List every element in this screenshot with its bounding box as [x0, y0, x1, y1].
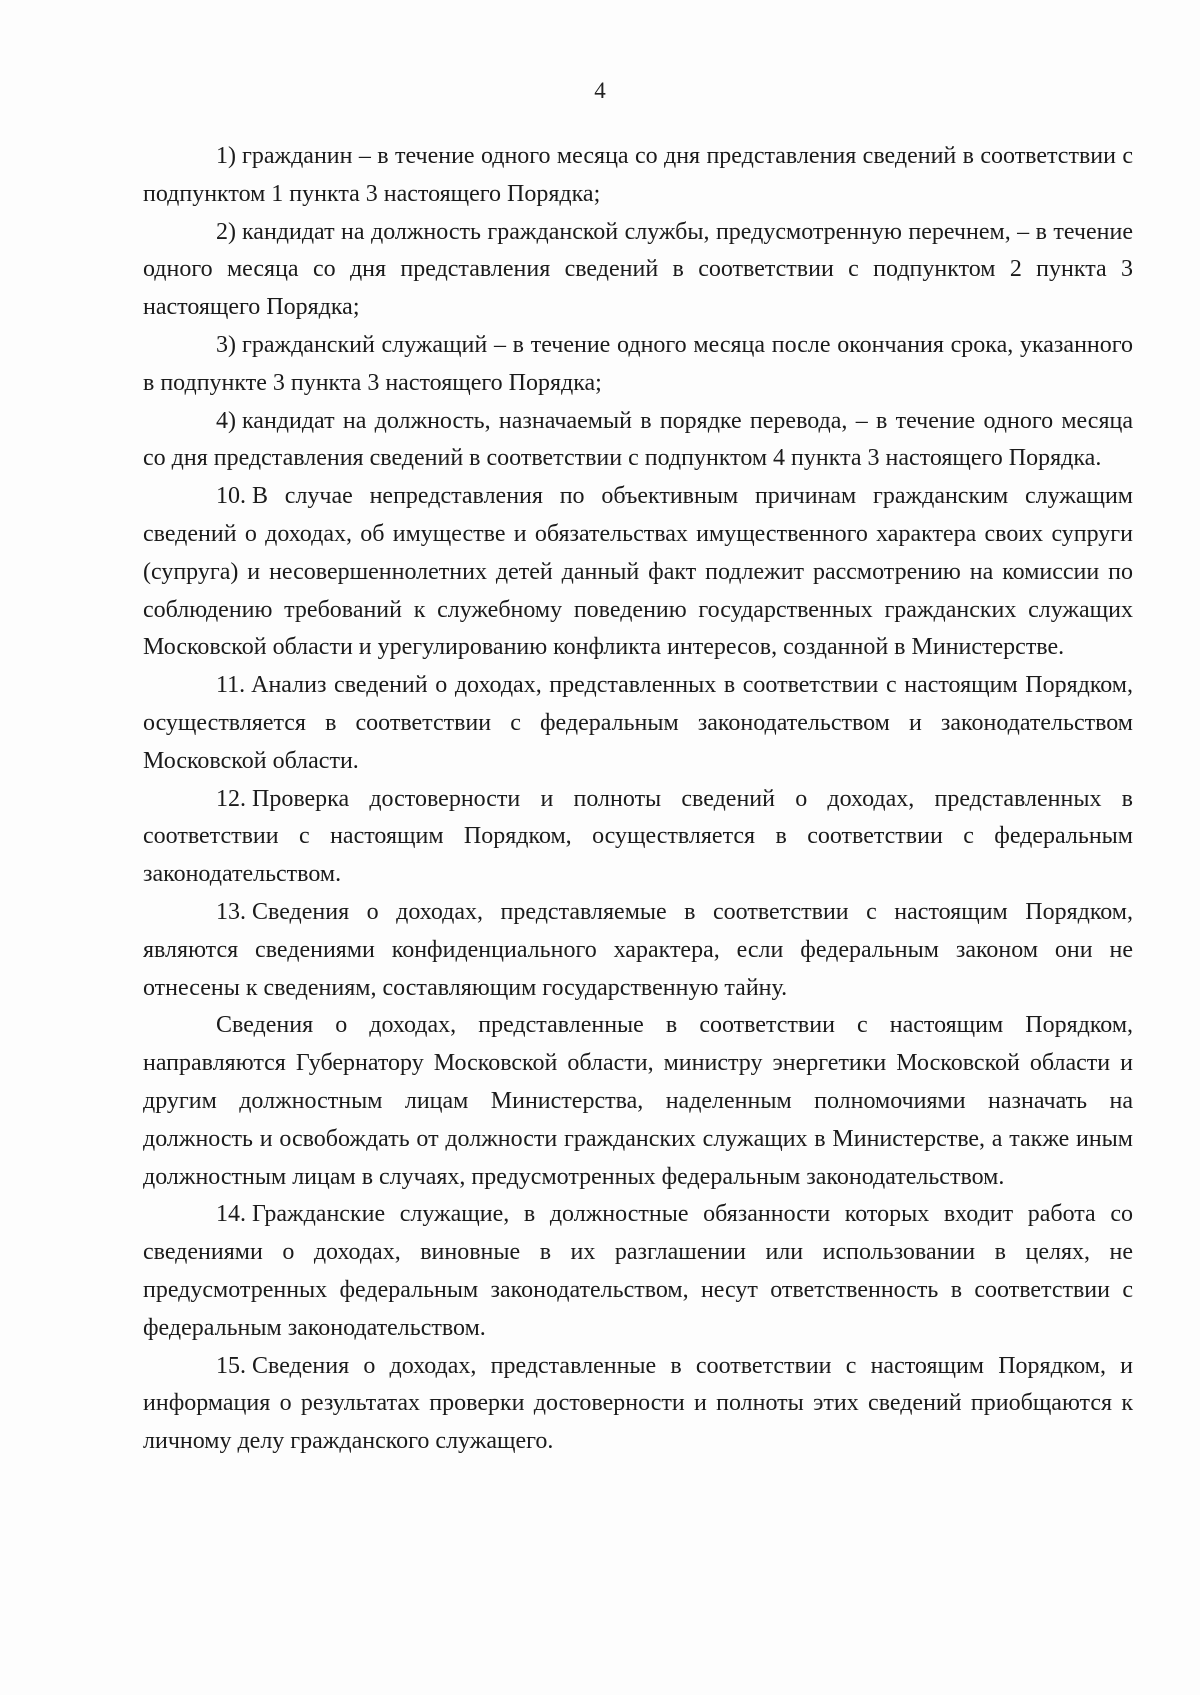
list-item-3: [143, 327, 1133, 403]
item-text: гражданин – в течение одного месяца со дня представления сведений в соответствии с подпунктом 1 пункта 3 настоящего Порядка;: [143, 143, 1133, 207]
item-text: кандидат на должность, назначаемый в порядке перевода, – в течение одного месяца со дня представления сведений в соответствии с подпунктом 4 пункта 3 настоящего Порядка.: [143, 407, 1133, 472]
list-item-2: [143, 214, 1133, 327]
item-number: 1): [216, 143, 236, 169]
clause-number: 11.: [216, 672, 246, 699]
list-item-1: [143, 138, 1133, 214]
clause-number: 14.: [216, 1201, 246, 1228]
clause-10: [143, 478, 1133, 667]
clause-number: 15.: [216, 1352, 246, 1379]
clause-13-continuation: [143, 1007, 1133, 1196]
item-text: гражданский служащий – в течение одного месяца после окончания срока, указанного в подпункте 3 пункта 3 настоящего Порядка;: [143, 331, 1133, 396]
clause-13: [143, 894, 1133, 1007]
clause-number: 12.: [216, 785, 246, 812]
item-number: 4): [216, 407, 236, 434]
item-number: 3): [216, 331, 236, 358]
clause-14: [143, 1196, 1133, 1347]
document-body: [143, 138, 1133, 1461]
clause-text: В случае непредставления по объективным причинам гражданским служащим сведений о доходах, об имуществе и обязательствах имущественного характера своих супруги (супруга) и несовершеннолетних детей данный факт подлежит рассмотрению на комиссии по соблюдению требований к служебному поведению государственных гражданских служащих Московской области и урегулированию конфликта интересов, созданной в Министерстве.: [143, 483, 1133, 661]
clause-text: Проверка достоверности и полноты сведений о доходах, представленных в соответствии с настоящим Порядком, осуществляется в соответствии с федеральным законодательством.: [143, 785, 1133, 888]
clause-number: 10.: [216, 483, 246, 510]
clause-text: Анализ сведений о доходах, представленных в соответствии с настоящим Порядком, осуществляется в соответствии с федеральным законодательством и законодательством Московской области.: [143, 672, 1133, 774]
clause-12: [143, 781, 1133, 894]
clause-text: Сведения о доходах, представляемые в соответствии с настоящим Порядком, являются сведениями конфиденциального характера, если федеральным законом они не отнесены к сведениям, составляющим государственную тайну.: [143, 898, 1133, 1001]
clause-text: Сведения о доходах, представленные в соответствии с настоящим Порядком, направляются Губернатору Московской области, министру энергетики Московской области и другим должностным лицам Министерства, наделенным полномочиями назначать на должность и освобождать от должности гражданских служащих в Министерстве, а также иным должностным лицам в случаях, предусмотренных федеральным законодательством.: [143, 1012, 1133, 1190]
list-item-4: [143, 403, 1133, 479]
page-number: 4: [594, 78, 606, 103]
item-number: 2): [216, 218, 236, 245]
clause-text: Сведения о доходах, представленные в соответствии с настоящим Порядком, и информация о результатах проверки достоверности и полноты этих сведений приобщаются к личному делу гражданского служащего.: [143, 1352, 1133, 1455]
clause-text: Гражданские служащие, в должностные обязанности которых входит работа со сведениями о доходах, виновные в их разглашении или использовании в целях, не предусмотренных федеральным законодательством, несут ответственность в соответствии с федеральным законодательством.: [143, 1201, 1133, 1341]
item-text: кандидат на должность гражданской службы, предусмотренную перечнем, – в течение одного месяца со дня представления сведений в соответствии с подпунктом 2 пункта 3 настоящего Порядка;: [143, 218, 1133, 321]
clause-number: 13.: [216, 898, 246, 925]
clause-15: [143, 1348, 1133, 1461]
clause-11: [143, 667, 1133, 780]
